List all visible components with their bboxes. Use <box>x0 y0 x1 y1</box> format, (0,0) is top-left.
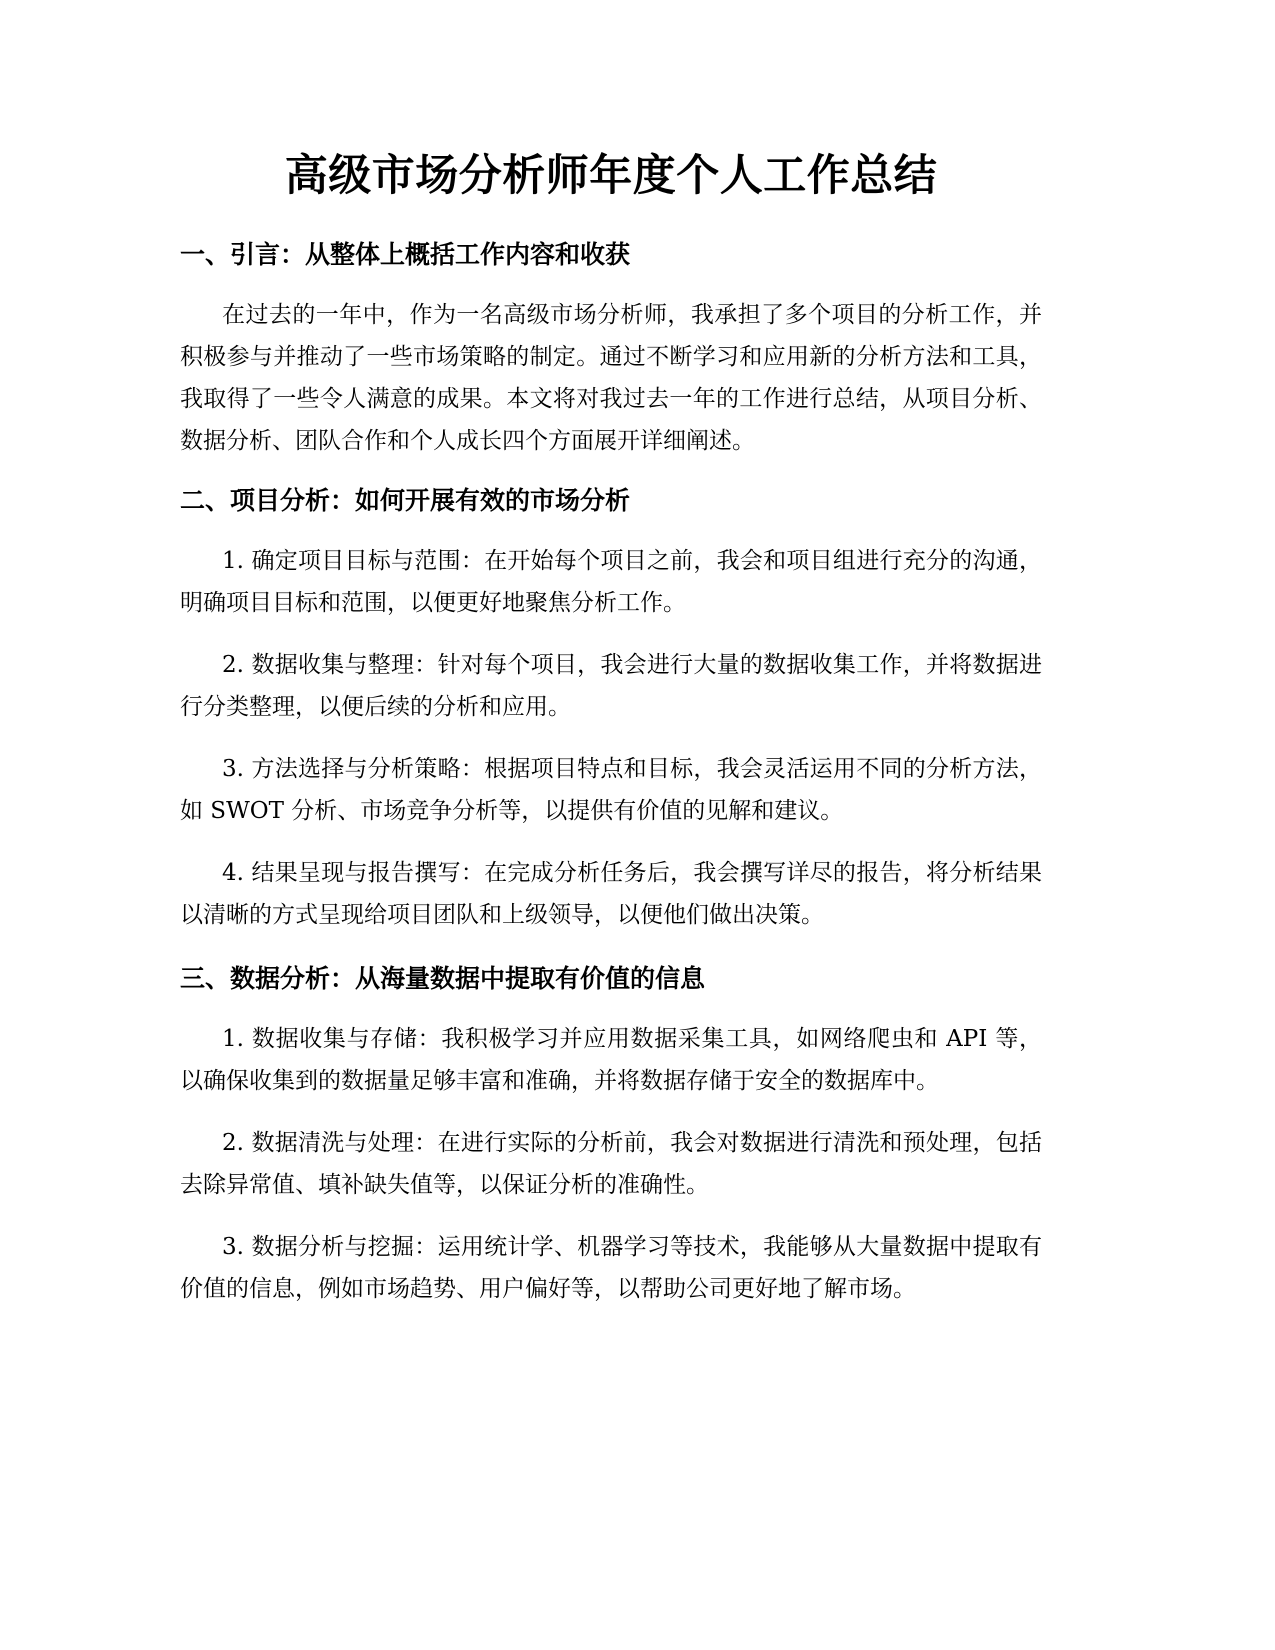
section-introduction <box>180 238 1042 462</box>
section-heading: 二、项目分析：如何开展有效的市场分析 <box>180 486 631 515</box>
section-project-analysis <box>180 484 1042 936</box>
section-heading: 一、引言：从整体上概括工作内容和收获 <box>180 240 631 269</box>
paragraph: 2. 数据清洗与处理：在进行实际的分析前，我会对数据进行清洗和预处理，包括去除异常值、填补缺失值等，以保证分析的准确性。 <box>180 1130 1042 1198</box>
paragraph: 4. 结果呈现与报告撰写：在完成分析任务后，我会撰写详尽的报告，将分析结果以清晰的方式呈现给项目团队和上级领导，以便他们做出决策。 <box>180 860 1042 928</box>
paragraph: 在过去的一年中，作为一名高级市场分析师，我承担了多个项目的分析工作，并积极参与并推动了一些市场策略的制定。通过不断学习和应用新的分析方法和工具，我取得了一些令人满意的成果。本文将对我过去一年的工作进行总结，从项目分析、数据分析、团队合作和个人成长四个方面展开详细阐述。 <box>180 302 1042 454</box>
paragraph: 2. 数据收集与整理：针对每个项目，我会进行大量的数据收集工作，并将数据进行分类整理，以便后续的分析和应用。 <box>180 652 1042 720</box>
paragraph: 1. 数据收集与存储：我积极学习并应用数据采集工具，如网络爬虫和 API 等，以确保收集到的数据量足够丰富和准确，并将数据存储于安全的数据库中。 <box>180 1026 1042 1094</box>
paragraph: 3. 数据分析与挖掘：运用统计学、机器学习等技术，我能够从大量数据中提取有价值的信息，例如市场趋势、用户偏好等，以帮助公司更好地了解市场。 <box>180 1234 1042 1302</box>
paragraph: 1. 确定项目目标与范围：在开始每个项目之前，我会和项目组进行充分的沟通，明确项目目标和范围，以便更好地聚焦分析工作。 <box>180 548 1042 616</box>
section-data-analysis <box>180 962 1042 1310</box>
paragraph: 3. 方法选择与分析策略：根据项目特点和目标，我会灵活运用不同的分析方法，如 SWOT 分析、市场竞争分析等，以提供有价值的见解和建议。 <box>180 756 1042 824</box>
page-title: 高级市场分析师年度个人工作总结 <box>284 151 938 201</box>
section-heading: 三、数据分析：从海量数据中提取有价值的信息 <box>180 964 706 993</box>
